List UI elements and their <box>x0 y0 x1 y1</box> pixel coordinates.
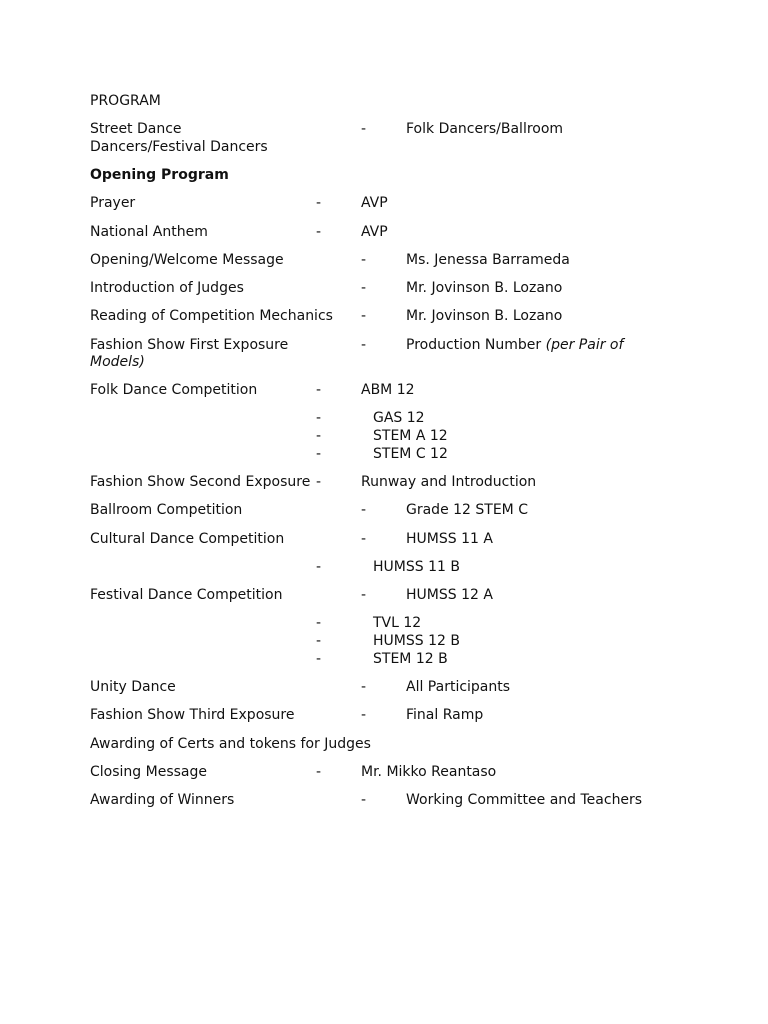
anthem-label: National Anthem <box>90 224 208 240</box>
welcome-label: Opening/Welcome Message <box>90 252 284 268</box>
mechanics-value: Mr. Jovinson B. Lozano <box>406 308 563 324</box>
welcome-value: Ms. Jenessa Barrameda <box>406 252 570 268</box>
anthem-value: AVP <box>361 224 388 240</box>
street-label-line1: Street Dance <box>90 121 182 137</box>
closing-value: Mr. Mikko Reantaso <box>361 764 497 780</box>
closing-label: Closing Message <box>90 764 207 780</box>
fashion2-value: Runway and Introduction <box>361 474 537 490</box>
judges-dash: - <box>361 280 367 296</box>
section-heading: Opening Program <box>90 167 229 183</box>
folk-sub-dash: - <box>316 410 322 426</box>
cultural-sub-dash: - <box>316 559 322 575</box>
judges-value: Mr. Jovinson B. Lozano <box>406 280 563 296</box>
festival-dash: - <box>361 587 367 603</box>
prayer-label: Prayer <box>90 195 136 211</box>
festival-sub-dash: - <box>316 633 322 649</box>
fashion2-dash: - <box>316 474 322 490</box>
fashion3-value: Final Ramp <box>406 707 484 723</box>
fashion1-value-text: Production Number <box>406 337 546 353</box>
closing-dash: - <box>316 764 322 780</box>
festival-sub-dash: - <box>316 615 322 631</box>
fashion3-label: Fashion Show Third Exposure <box>90 707 295 723</box>
street-label-line2: Dancers/Festival Dancers <box>90 139 268 155</box>
mechanics-dash: - <box>361 308 367 324</box>
folk-sub-dash: - <box>316 428 322 444</box>
mechanics-label: Reading of Competition Mechanics <box>90 308 333 324</box>
fashion1-label: Fashion Show First Exposure <box>90 337 289 353</box>
judges-label: Introduction of Judges <box>90 280 244 296</box>
cultural-label: Cultural Dance Competition <box>90 531 285 547</box>
cultural-dash: - <box>361 531 367 547</box>
folk-value: ABM 12 <box>361 382 415 398</box>
street-dash: - <box>361 121 367 137</box>
winners-value: Working Committee and Teachers <box>406 792 643 808</box>
festival-sub-dash: - <box>316 651 322 667</box>
folk-label: Folk Dance Competition <box>90 382 258 398</box>
prayer-value: AVP <box>361 195 388 211</box>
fashion2-label: Fashion Show Second Exposure <box>90 474 311 490</box>
unity-label: Unity Dance <box>90 679 176 695</box>
folk-sub-dash: - <box>316 446 322 462</box>
cultural-sub-value: HUMSS 11 B <box>373 559 460 575</box>
ballroom-label: Ballroom Competition <box>90 502 243 518</box>
folk-sub-value: STEM C 12 <box>373 446 448 462</box>
festival-sub-value: STEM 12 B <box>373 651 448 667</box>
folk-sub-value: GAS 12 <box>373 410 425 426</box>
welcome-dash: - <box>361 252 367 268</box>
ballroom-value: Grade 12 STEM C <box>406 502 528 518</box>
festival-sub-value: TVL 12 <box>373 615 422 631</box>
anthem-dash: - <box>316 224 322 240</box>
festival-label: Festival Dance Competition <box>90 587 283 603</box>
winners-label: Awarding of Winners <box>90 792 235 808</box>
street-value: Folk Dancers/Ballroom <box>406 121 564 137</box>
awarding-certs-label: Awarding of Certs and tokens for Judges <box>90 736 371 752</box>
unity-value: All Participants <box>406 679 511 695</box>
fashion1-value <box>406 336 623 354</box>
festival-sub-value: HUMSS 12 B <box>373 633 460 649</box>
ballroom-dash: - <box>361 502 367 518</box>
fashion1-label-cont: Models) <box>90 354 145 370</box>
winners-dash: - <box>361 792 367 808</box>
folk-sub-value: STEM A 12 <box>373 428 448 444</box>
festival-value: HUMSS 12 A <box>406 587 493 603</box>
fashion1-value-italic: (per Pair of <box>545 337 624 353</box>
fashion3-dash: - <box>361 707 367 723</box>
page-title: PROGRAM <box>90 93 161 109</box>
fashion1-dash: - <box>361 337 367 353</box>
prayer-dash: - <box>316 195 322 211</box>
cultural-value: HUMSS 11 A <box>406 531 493 547</box>
folk-dash: - <box>316 382 322 398</box>
unity-dash: - <box>361 679 367 695</box>
